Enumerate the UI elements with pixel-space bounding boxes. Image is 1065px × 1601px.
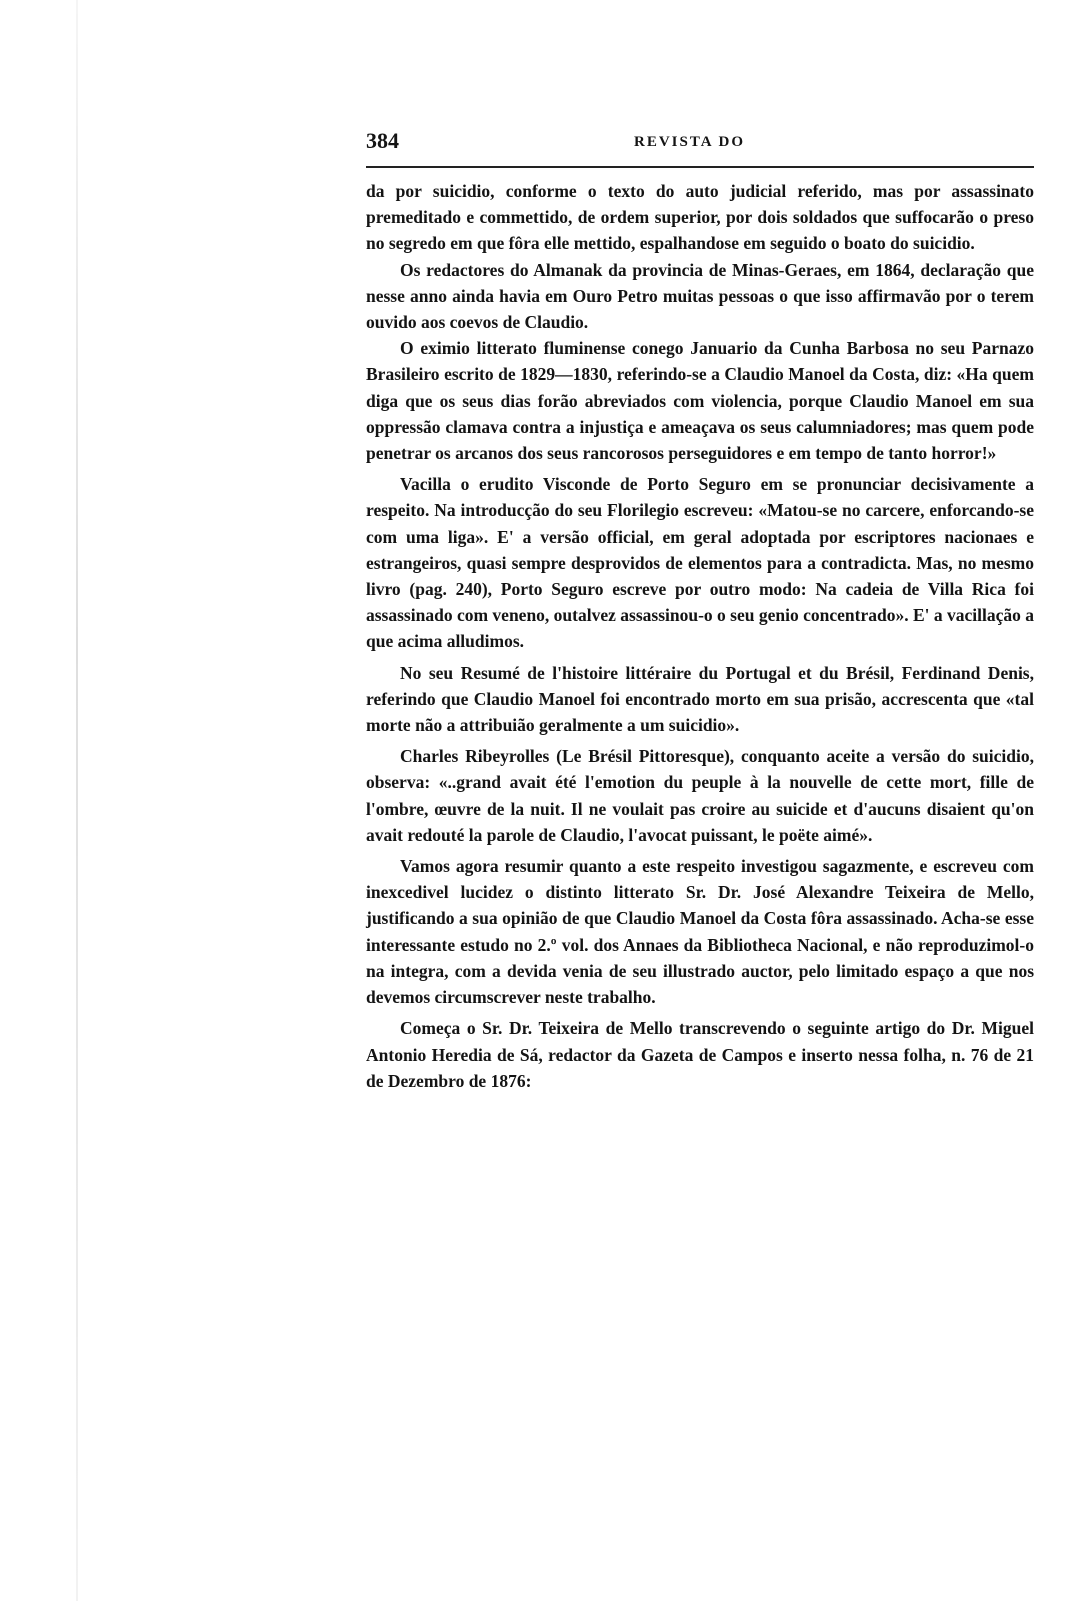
page-header bbox=[366, 128, 1034, 154]
paragraph-ferdinand-denis: No seu Resumé de l'histoire littéraire du Portugal et du Brésil, Ferdinand Denis, referindo que Claudio Manoel foi encontrado morto em sua prisão, accrescenta que «tal morte não a attribuião geralmente a um suicidio». bbox=[366, 662, 1034, 736]
body-text bbox=[366, 178, 1034, 1094]
page-fold-shadow bbox=[76, 0, 78, 1601]
running-title: REVISTA DO bbox=[634, 134, 745, 150]
paragraph-suicide-continuation: da por suicidio, conforme o texto do auto judicial referido, mas por assassinato premeditado e commettido, de ordem superior, por dois soldados que suffocarão o preso no segredo em que fôra elle mettido, espalhandose em seguido o boato do suicidio. bbox=[366, 181, 1034, 254]
header-rule bbox=[366, 166, 1034, 168]
paragraph-heredia-de-sa: Começa o Sr. Dr. Teixeira de Mello transcrevendo o seguinte artigo do Dr. Miguel Antonio Heredia de Sá, redactor da Gazeta de Campos e inserto nessa folha, n. 76 de 21 de Dezembro de 1876: bbox=[366, 1018, 1034, 1091]
paragraph-ribeyrolles: Charles Ribeyrolles (Le Brésil Pittoresque), conquanto aceite a versão do suicidio, observa: «..grand avait été l'emotion du peuple à la nouvelle de cette mort, fille de l'ombre, œuvre de la nuit. Il ne voulait pas croire au suicide et d'aucuns disaient qu'on avait redouté la parole de Claudio, l'avocat puissant, le poëte aimé». bbox=[366, 746, 1034, 845]
paragraph-januario-barbosa: O eximio litterato fluminense conego Januario da Cunha Barbosa no seu Parnazo Brasileiro escrito de 1829—1830, referindo-se a Claudio Manoel da Costa, diz: «Ha quem diga que os seus dias forão abreviados com violencia, porque Claudio Manoel em sua oppressão clamava contra a injustiça e ameaçava os seus calumniadores; mas quem pode penetrar os arcanos dos seus rancorosos perseguidores e em tempo de tanto horror!» bbox=[366, 338, 1034, 464]
paragraph-teixeira-de-mello: Vamos agora resumir quanto a este respeito investigou sagazmente, e escreveu com inexcedivel lucidez o distinto litterato Sr. Dr. José Alexandre Teixeira de Mello, justificando a sua opinião de que Claudio Manoel da Costa fôra assassinado. Acha-se esse interessante estudo no 2.º vol. dos Annaes da Bibliotheca Nacional, e não reproduzimol-o na integra, com a devida venia de seu illustrado auctor, pelo limitado espaço a que nos devemos circumscrever neste trabalho. bbox=[366, 856, 1034, 1008]
paragraph-almanak: Os redactores do Almanak da provincia de Minas-Geraes, em 1864, declaração que nesse anno ainda havia em Ouro Petro muitas pessoas o que isso affirmavão por o terem ouvido aos coevos de Claudio. bbox=[366, 259, 1034, 333]
paragraph-porto-seguro: Vacilla o erudito Visconde de Porto Seguro em se pronunciar decisivamente a respeito. Na introducção do seu Florilegio escreveu: «Matou-se no carcere, enforcando-se com uma liga». E' a versão official, em geral adoptada por escriptores nacionaes e estrangeiros, quasi sempre desprovidos de elementos para a contradicta. Mas, no mesmo livro (pag. 240), Porto Seguro escreve por outro modo: Na cadeia de Villa Rica foi assassinado com veneno, outalvez assassinou-o o seu genio concentrado». E' a vacillação a que acima alludimos. bbox=[366, 474, 1034, 652]
page-number: 384 bbox=[366, 128, 399, 153]
